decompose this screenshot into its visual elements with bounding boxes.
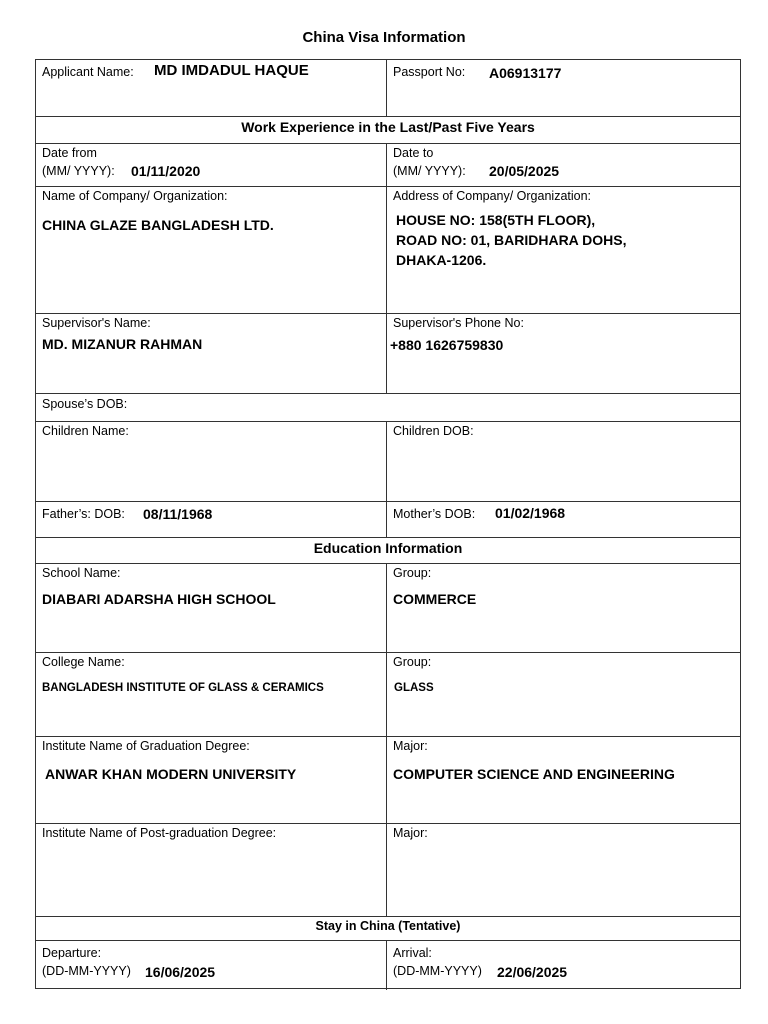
children-dob-label: Children DOB: (393, 424, 474, 438)
row-divider (36, 116, 740, 117)
graduation-institute-label: Institute Name of Graduation Degree: (42, 739, 250, 753)
postgraduation-major-label: Major: (393, 826, 428, 840)
school-group-label: Group: (393, 566, 432, 580)
departure-value: 16/06/2025 (145, 964, 216, 980)
applicant-name-label: Applicant Name: (42, 65, 134, 79)
graduation-major-label: Major: (393, 739, 428, 753)
children-name-label: Children Name: (42, 424, 129, 438)
company-name-value: CHINA GLAZE BANGLADESH LTD. (42, 217, 274, 233)
spouse-dob-label: Spouse’s DOB: (42, 397, 128, 411)
college-name-label: College Name: (42, 655, 125, 669)
document-title: China Visa Information (302, 29, 466, 46)
father-dob-label: Father’s: DOB: (42, 507, 125, 521)
supervisor-phone-value: +880 1626759830 (390, 337, 504, 353)
school-name-value: DIABARI ADARSHA HIGH SCHOOL (42, 591, 276, 607)
date-to-format-label: (MM/ YYYY): (393, 164, 466, 178)
departure-format-label: (DD-MM-YYYY) (42, 964, 131, 978)
supervisor-name-label: Supervisor's Name: (42, 316, 151, 330)
stay-in-china-heading: Stay in China (Tentative) (315, 919, 461, 933)
date-from-label: Date from (42, 146, 97, 160)
column-divider (386, 60, 387, 116)
college-name-value: BANGLADESH INSTITUTE OF GLASS & CERAMICS (42, 682, 324, 694)
mother-dob-label: Mother’s DOB: (393, 507, 476, 521)
education-heading: Education Information (313, 540, 463, 556)
row-divider (36, 143, 740, 144)
company-name-label: Name of Company/ Organization: (42, 189, 228, 203)
supervisor-phone-label: Supervisor's Phone No: (393, 316, 524, 330)
arrival-format-label: (DD-MM-YYYY) (393, 964, 482, 978)
arrival-label: Arrival: (393, 946, 432, 960)
address-line: HOUSE NO: 158(5TH FLOOR), (396, 212, 596, 228)
arrival-value: 22/06/2025 (497, 964, 568, 980)
company-address-label: Address of Company/ Organization: (393, 189, 592, 203)
college-group-value: GLASS (394, 682, 434, 694)
row-divider (36, 652, 740, 653)
father-dob-value: 08/11/1968 (143, 506, 213, 522)
college-group-label: Group: (393, 655, 432, 669)
row-divider (36, 393, 740, 394)
mother-dob-value: 01/02/1968 (495, 505, 566, 521)
passport-label: Passport No: (393, 65, 466, 79)
row-divider (36, 563, 740, 564)
address-line: DHAKA-1206. (396, 252, 487, 268)
school-group-value: COMMERCE (393, 591, 477, 607)
graduation-institute-value: ANWAR KHAN MODERN UNIVERSITY (45, 766, 297, 782)
row-divider (36, 537, 740, 538)
applicant-name-value: MD IMDADUL HAQUE (154, 62, 309, 79)
passport-value: A06913177 (489, 65, 562, 81)
column-divider (386, 143, 387, 393)
column-divider (386, 940, 387, 990)
school-name-label: School Name: (42, 566, 121, 580)
postgraduation-institute-label: Institute Name of Post-graduation Degree: (42, 826, 277, 840)
address-line: ROAD NO: 01, BARIDHARA DOHS, (396, 232, 627, 248)
row-divider (36, 501, 740, 502)
date-from-value: 01/11/2020 (131, 163, 201, 179)
graduation-major-value: COMPUTER SCIENCE AND ENGINEERING (393, 766, 675, 782)
work-experience-heading: Work Experience in the Last/Past Five Years (241, 119, 535, 135)
departure-label: Departure: (42, 946, 102, 960)
date-to-label: Date to (393, 146, 434, 160)
row-divider (36, 421, 740, 422)
row-divider (36, 916, 740, 917)
column-divider (386, 421, 387, 537)
date-to-value: 20/05/2025 (489, 163, 560, 179)
date-from-format-label: (MM/ YYYY): (42, 164, 115, 178)
row-divider (36, 940, 740, 941)
column-divider (386, 563, 387, 916)
visa-form-table (35, 59, 741, 989)
company-address-value (396, 210, 627, 270)
supervisor-name-value: MD. MIZANUR RAHMAN (42, 336, 203, 352)
